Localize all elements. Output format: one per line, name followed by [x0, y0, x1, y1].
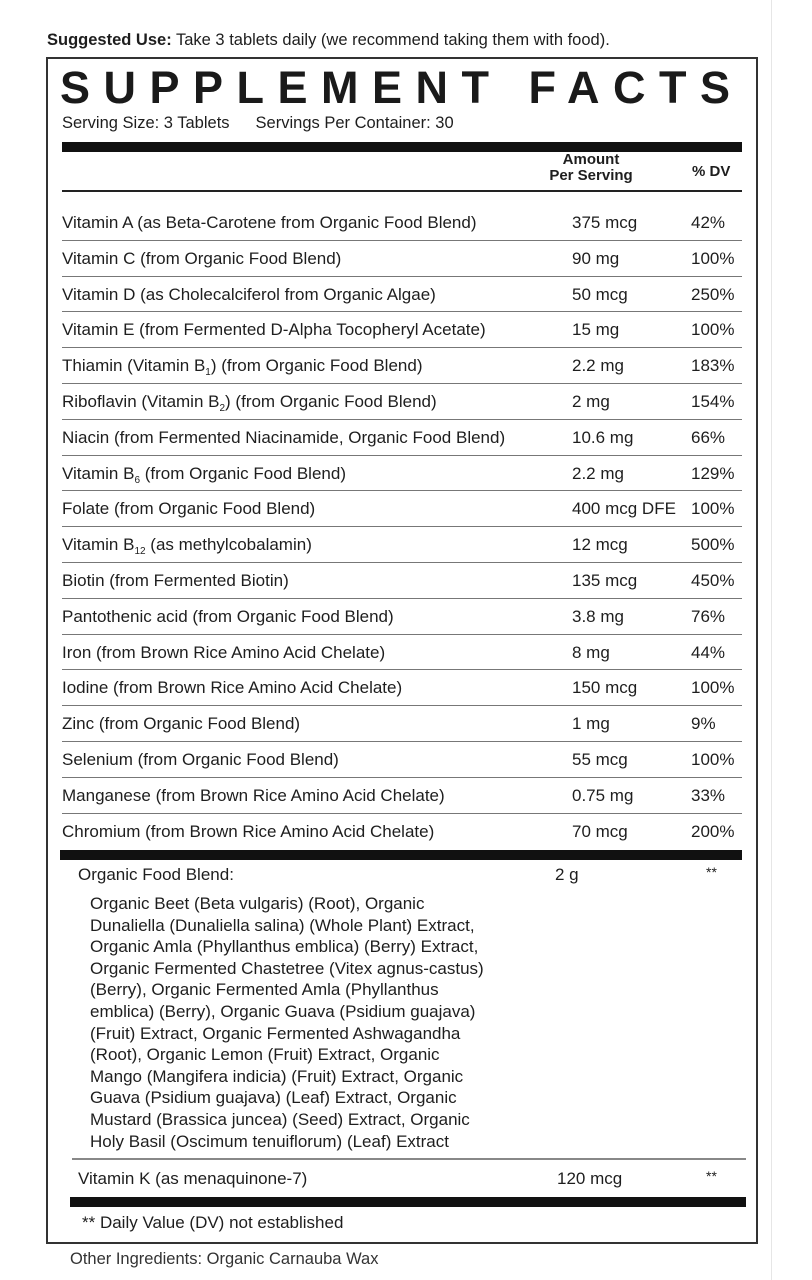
nutrient-name-text: Vitamin B: [62, 535, 135, 555]
nutrient-name-text: Vitamin D (as Cholecalciferol from Organic Algae): [62, 284, 436, 304]
vitamin-k-dv: **: [706, 1168, 717, 1184]
suggested-use-label: Suggested Use:: [47, 31, 172, 49]
nutrient-amount: 3.8 mg: [572, 606, 624, 626]
nutrient-name: [62, 356, 423, 379]
nutrient-dv: 154%: [691, 392, 735, 411]
nutrient-name: [62, 535, 312, 558]
panel-title: SUPPLEMENT FACTS: [60, 62, 744, 113]
nutrient-name-text: Vitamin A (as Beta-Carotene from Organic Food Blend): [62, 213, 477, 232]
blend-line: (Root), Organic Lemon (Fruit) Extract, Organic: [90, 1045, 440, 1065]
serving-info: [62, 114, 454, 133]
nutrient-row: [62, 562, 742, 599]
blend-dv: **: [706, 864, 717, 880]
nutrient-amount: 8 mg: [572, 642, 610, 662]
blend-line: Organic Beet (Beta vulgaris) (Root), Organic: [90, 894, 425, 913]
nutrient-row: [62, 311, 742, 348]
blend-line: emblica) (Berry), Organic Guava (Psidium guajava): [90, 1001, 476, 1021]
nutrient-name-text: Chromium (from Brown Rice Amino Acid Chelate): [62, 821, 435, 841]
nutrient-name: [62, 392, 437, 412]
nutrient-row: [62, 669, 742, 706]
nutrient-name-suffix: (as methylcobalamin): [145, 535, 312, 555]
nutrient-name-text: Thiamin (Vitamin B: [62, 356, 206, 376]
nutrient-name-text: Iron (from Brown Rice Amino Acid Chelate): [62, 642, 386, 662]
nutrient-name: [62, 643, 385, 663]
page-edge-divider: [771, 0, 772, 1280]
nutrient-name-text: Biotin (from Fermented Biotin): [62, 571, 289, 590]
blend-amount: 2 g: [555, 865, 579, 884]
blend-line: (Fruit) Extract, Organic Fermented Ashwagandha: [90, 1023, 461, 1043]
nutrient-name: [62, 320, 486, 340]
nutrient-dv: 9%: [691, 714, 716, 734]
vitamin-k-name: Vitamin K (as menaquinone-7): [78, 1169, 308, 1188]
nutrient-dv: 450%: [691, 571, 735, 590]
nutrient-name-text: Pantothenic acid (from Organic Food Blend): [62, 606, 394, 626]
nutrient-dv: 100%: [691, 499, 735, 519]
nutrient-name-text: Folate (from Organic Food Blend): [62, 499, 316, 519]
nutrient-dv: 42%: [691, 213, 726, 232]
blend-divider: [72, 1158, 746, 1160]
thick-divider-top: [62, 142, 742, 152]
nutrient-amount: 50 mcg: [572, 284, 628, 304]
thick-divider-bottom: [70, 1197, 746, 1207]
nutrient-amount: 0.75 mg: [572, 785, 634, 805]
nutrient-row: [62, 813, 742, 849]
nutrient-row: [62, 634, 742, 671]
thick-divider-blend: [60, 850, 742, 860]
nutrient-name-text: Vitamin B: [62, 463, 135, 483]
nutrient-subscript: 6: [134, 474, 141, 486]
nutrient-name: [62, 607, 394, 627]
nutrient-dv: 44%: [691, 642, 726, 662]
nutrient-row: [62, 276, 742, 313]
nutrient-row: [62, 526, 742, 563]
nutrient-amount: 135 mcg: [572, 571, 638, 590]
nutrient-row: [62, 419, 742, 456]
dv-header: % DV: [692, 163, 731, 180]
nutrient-name: [62, 428, 505, 448]
blend-ingredients: [90, 893, 550, 1152]
blend-label: Organic Food Blend:: [78, 865, 234, 884]
nutrient-amount: 2 mg: [572, 392, 610, 411]
amount-header-line2: Per Serving: [549, 167, 633, 184]
nutrient-name-text: Niacin (from Fermented Niacinamide, Organic Food Blend): [62, 427, 506, 447]
blend-line: (Berry), Organic Fermented Amla (Phyllanthus: [90, 980, 439, 1000]
nutrient-amount: 375 mcg: [572, 213, 638, 232]
blend-line: Organic Amla (Phyllanthus emblica) (Berry) Extract,: [90, 937, 479, 957]
nutrient-dv: 100%: [691, 678, 735, 698]
footnote: ** Daily Value (DV) not established: [82, 1213, 344, 1232]
nutrient-dv: 183%: [691, 356, 735, 376]
nutrient-name: [62, 499, 315, 519]
nutrient-amount: 10.6 mg: [572, 427, 634, 447]
blend-line: Guava (Psidium guajava) (Leaf) Extract, Organic: [90, 1088, 457, 1108]
nutrient-name: [62, 285, 436, 305]
nutrient-amount: 2.2 mg: [572, 356, 624, 376]
nutrient-name: [62, 750, 339, 770]
nutrient-row: [62, 455, 742, 492]
nutrient-name-text: Vitamin E (from Fermented D-Alpha Tocopheryl Acetate): [62, 320, 486, 340]
amount-header-line1: Amount: [562, 151, 620, 168]
nutrient-subscript: 2: [219, 403, 226, 414]
nutrient-amount: 70 mcg: [572, 821, 628, 841]
nutrient-name: [62, 678, 402, 698]
nutrient-amount: 150 mcg: [572, 678, 638, 698]
nutrient-name: [62, 249, 341, 269]
nutrient-name-text: Vitamin C (from Organic Food Blend): [62, 248, 342, 268]
nutrient-dv: 76%: [691, 606, 726, 626]
nutrient-row: [62, 741, 742, 778]
nutrient-dv: 250%: [691, 284, 735, 304]
nutrient-dv: 100%: [691, 320, 735, 340]
suggested-use-text: Take 3 tablets daily (we recommend taking them with food).: [176, 31, 610, 49]
nutrient-row: [62, 705, 742, 742]
nutrient-name-text: Riboflavin (Vitamin B: [62, 392, 220, 411]
blend-line: Mango (Mangifera indicia) (Fruit) Extract, Organic: [90, 1066, 464, 1086]
nutrient-name-text: Zinc (from Organic Food Blend): [62, 714, 301, 734]
nutrient-dv: 129%: [691, 463, 735, 483]
header-divider: [62, 190, 742, 192]
nutrient-amount: 1 mg: [572, 714, 610, 734]
nutrient-row: [62, 490, 742, 527]
nutrient-amount: 90 mg: [572, 248, 620, 268]
nutrient-subscript: 1: [205, 367, 211, 379]
nutrient-subscript: 12: [134, 546, 146, 558]
nutrient-dv: 100%: [691, 750, 735, 769]
nutrient-name: [62, 464, 346, 484]
nutrient-row: [62, 204, 742, 241]
nutrient-row: [62, 347, 742, 384]
nutrient-name: [62, 714, 300, 734]
blend-line: Organic Fermented Chastetree (Vitex agnus-castus): [90, 958, 484, 978]
nutrient-amount: 12 mcg: [572, 535, 628, 555]
nutrient-name-suffix: ) (from Organic Food Blend): [210, 356, 423, 376]
nutrient-row: [62, 240, 742, 277]
nutrient-row: [62, 383, 742, 420]
other-ingredients: Other Ingredients: Organic Carnauba Wax: [70, 1250, 379, 1268]
blend-line: Holy Basil (Oscimum tenuiflorum) (Leaf) Extract: [90, 1131, 449, 1151]
nutrient-row: [62, 598, 742, 635]
nutrient-dv: 500%: [691, 535, 735, 555]
nutrient-dv: 200%: [691, 821, 735, 841]
nutrient-name-suffix: ) (from Organic Food Blend): [225, 392, 437, 411]
nutrient-name: [62, 822, 434, 842]
nutrient-dv: 66%: [691, 427, 726, 447]
nutrient-dv: 100%: [691, 248, 735, 268]
nutrient-amount: 15 mg: [572, 320, 620, 340]
nutrient-name-text: Iodine (from Brown Rice Amino Acid Chelate): [62, 678, 403, 698]
nutrient-name: [62, 213, 477, 233]
nutrient-name-suffix: (from Organic Food Blend): [140, 463, 346, 483]
nutrient-name: [62, 786, 445, 806]
suggested-use: [47, 31, 610, 50]
nutrient-name-text: Selenium (from Organic Food Blend): [62, 750, 339, 769]
blend-line: Mustard (Brassica juncea) (Seed) Extract, Organic: [90, 1109, 470, 1129]
vitamin-k-amount: 120 mcg: [557, 1169, 623, 1188]
nutrient-row: [62, 777, 742, 814]
serving-size: Serving Size: 3 Tablets: [62, 114, 230, 132]
nutrient-amount: 55 mcg: [572, 750, 628, 769]
nutrient-amount: 400 mcg DFE: [572, 499, 676, 519]
nutrient-name: [62, 571, 289, 591]
blend-line: Dunaliella (Dunaliella salina) (Whole Plant) Extract,: [90, 915, 475, 935]
nutrient-dv: 33%: [691, 785, 726, 805]
nutrient-amount: 2.2 mg: [572, 463, 624, 483]
amount-header: [528, 152, 654, 184]
servings-per-container: Servings Per Container: 30: [255, 114, 454, 132]
nutrient-name-text: Manganese (from Brown Rice Amino Acid Chelate): [62, 785, 445, 805]
